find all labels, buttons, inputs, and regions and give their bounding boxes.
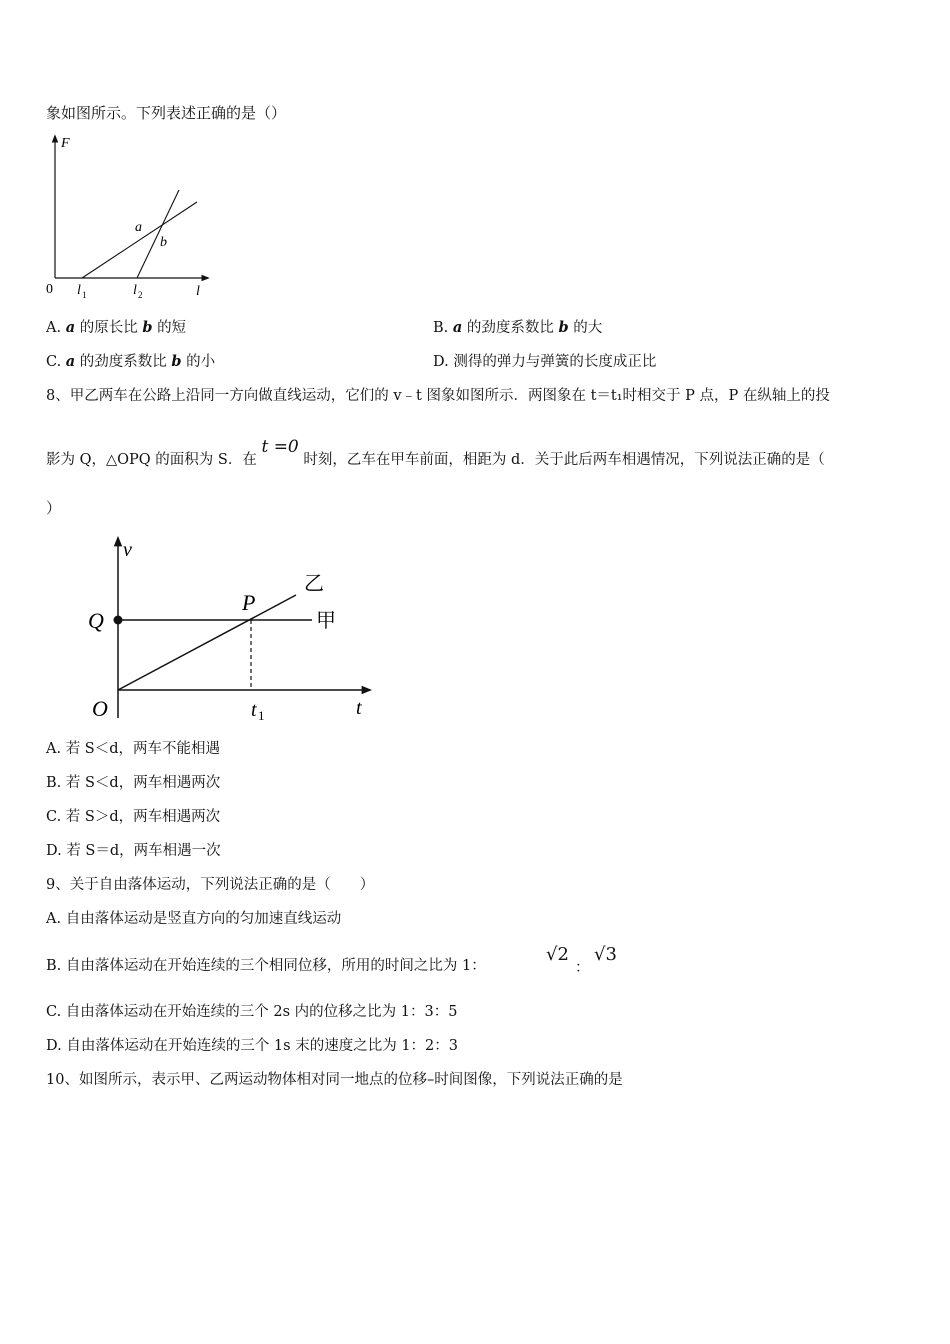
q9-option-b-sqrt3: √3 [594, 944, 617, 965]
q7-option-b-var1: a [452, 319, 463, 336]
q8-option-d: D. 若 S＝d，两车相遇一次 [46, 843, 221, 859]
q8-stem-math: t =0 [261, 437, 299, 457]
q7-label-a: a [135, 220, 142, 235]
q9-stem: 9、关于自由落体运动，下列说法正确的是（ ） [46, 877, 375, 893]
q7-option-a [46, 318, 186, 338]
q7-option-c-post: 的小 [181, 354, 216, 370]
q9-option-b-sep: ： [575, 960, 590, 976]
q8-option-a: A. 若 S＜d，两车不能相遇 [46, 741, 221, 757]
q7-option-b-mid: 的劲度系数比 [462, 320, 559, 336]
q8-x-label: t [356, 697, 362, 719]
q7-y-label: F [61, 136, 70, 151]
q7-tick-l1: l [77, 283, 81, 298]
q7-option-c-var1: a [65, 353, 76, 370]
q10-stem: 10、如图所示，表示甲、乙两运动物体相对同一地点的位移–时间图像，下列说法正确的是 [46, 1072, 623, 1088]
q8-figure [80, 534, 380, 724]
q8-stem-line1: 8、甲乙两车在公路上沿同一方向做直线运动，它们的 v﹣t 图象如图所示．两图象在 t＝t₁时相交于 P 点，P 在纵轴上的投 [46, 388, 830, 404]
q7-option-c-mid: 的劲度系数比 [75, 354, 172, 370]
q7-intro: 象如图所示。下列表述正确的是（） [46, 104, 287, 122]
q7-option-b-post: 的大 [568, 320, 603, 336]
q7-option-b [433, 318, 602, 338]
q7-label-b: b [160, 235, 167, 250]
q7-option-a-var1: a [65, 319, 76, 336]
q8-stem-line3: ） [46, 499, 62, 517]
q8-stem-line2 [46, 437, 825, 470]
q8-option-b: B. 若 S＜d，两车相遇两次 [46, 775, 221, 791]
q8-stem-line2-post: 时刻，乙车在甲车前面，相距为 d．关于此后两车相遇情况，下列说法正确的是（ [303, 452, 825, 468]
q7-option-c-var2: b [171, 353, 182, 370]
q9-option-d: D. 自由落体运动在开始连续的三个 1s 末的速度之比为 1：2：3 [46, 1038, 458, 1054]
q7-option-a-var2: b [142, 319, 153, 336]
q7-option-d: D. 测得的弹力与弹簧的长度成正比 [433, 354, 657, 370]
q8-tick-t1: t [251, 699, 257, 721]
q8-option-c: C. 若 S＞d，两车相遇两次 [46, 809, 221, 825]
q7-option-b-pre: B. [433, 320, 453, 336]
q8-label-p: P [242, 590, 256, 615]
q8-label-q: Q [88, 608, 104, 633]
q7-option-a-mid: 的原长比 [75, 320, 143, 336]
q8-label-jia: 甲 [316, 610, 336, 632]
q7-option-c-pre: C. [46, 354, 66, 370]
q8-stem-line2-pre: 影为 Q，△OPQ 的面积为 S．在 [46, 452, 257, 468]
q7-figure [40, 132, 220, 304]
q8-line-yi [118, 595, 296, 690]
q9-option-a: A. 自由落体运动是竖直方向的匀加速直线运动 [46, 911, 342, 927]
q7-tick-l2: l [133, 283, 137, 298]
q7-origin: 0 [46, 282, 53, 297]
q7-tick-l1-sub: 1 [82, 290, 87, 300]
q8-label-yi: 乙 [304, 573, 324, 595]
q7-option-a-post: 的短 [152, 320, 187, 336]
q7-line-a [82, 202, 197, 278]
q9-option-b [46, 956, 486, 976]
q7-tick-l2-sub: 2 [138, 290, 143, 300]
q7-x-label: l [196, 284, 200, 299]
q9-option-b-text: B. 自由落体运动在开始连续的三个相同位移，所用的时间之比为 1： [46, 958, 486, 974]
q8-tick-t1-sub: 1 [258, 708, 265, 723]
q7-option-c [46, 352, 215, 372]
q9-option-c: C. 自由落体运动在开始连续的三个 2s 内的位移之比为 1：3：5 [46, 1004, 458, 1020]
q7-option-a-pre: A. [46, 320, 66, 336]
q9-option-b-sqrt2: √2 [546, 944, 569, 965]
q7-option-b-var2: b [558, 319, 569, 336]
q8-y-label: v [123, 539, 132, 561]
q7-line-b [137, 190, 179, 278]
q8-point-q [114, 616, 123, 625]
q8-origin: O [92, 696, 108, 721]
